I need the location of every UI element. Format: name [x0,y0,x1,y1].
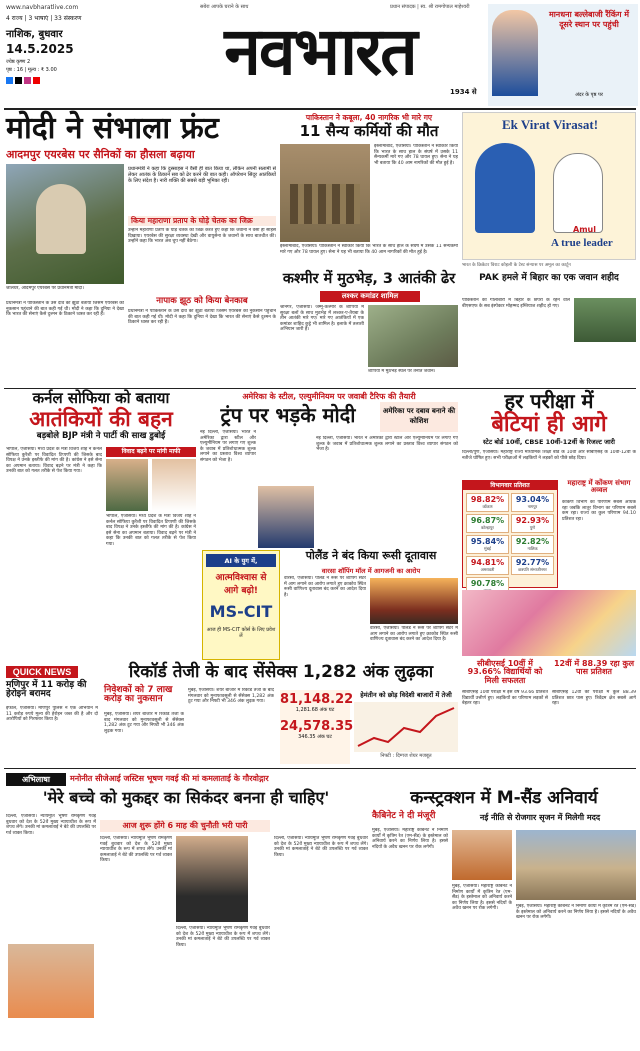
lead-box-body: उन्होंने महाराणा प्रताप के घोड़े चेतक का जिक्र करते हुए कहा कि जवानों ने वैसा ही साहस दिखाया। एयरबेस की सुरक्षा व्यवस्था देखी और वायुसेना के जवानों के साथ बातचीत की। उन्होंने कहा कि भारत अब चुप नहीं बैठेगा। [128,228,276,245]
facebook-icon[interactable] [6,77,13,84]
mscit-ad-brand: MS-CIT [209,602,273,621]
sofia-photo-minister [152,459,196,511]
exam-stat-label: पुणे [529,525,536,530]
kashmir-caption: शोपियां में मुठभेड़ स्थल पर तैनात जवान। [368,369,436,374]
exam-stat-cell [466,514,509,533]
kashmir-kicker: लश्कर कमांडर शामिल [320,291,420,302]
exam-intro: दिल्ली/पुणे, एजेंसियां। महाराष्ट्र राज्य माध्यमिक शिक्षा बोर्ड के 10वीं और सीबीएसई के 10वीं-12वीं के नतीजे घोषित हुए। सभी परीक्षाओं में लड़कियों ने लड़कों को पीछे छोड़ दिया। [462,450,636,461]
cartoon-credit: भारत के क्रिकेटर विराट कोहली के टेस्ट संन्यास पर अमूल का कार्टून [462,263,571,268]
sofia-box-head: विवाद बढ़ने पर मांगी माफी [106,447,196,457]
lead-photo-caption: जालंधर, आदमपुर एयरबेस पर प्रधानमंत्री मोदी। [6,286,84,291]
sensex-subhead: निवेशकों को 7 लाख करोड़ का नुकसान [104,685,173,705]
tagline: सबेरा आपके घराने के साथ [200,4,249,10]
mscit-ad[interactable] [202,550,280,660]
cbse10-body: सीबीएसई 10वीं परीक्षा में इस वर्ष 93.66 प्रतिशत विद्यार्थी उत्तीर्ण हुए। लड़कियों का परिणाम लड़कों से बेहतर रहा। [462,690,548,707]
sofia-headline-2[interactable]: आतंकियों की बहन [29,407,173,431]
sensex-chart-graphic [354,702,458,752]
mscit-ad-line-2: आत्मविश्वास से [215,573,267,583]
sensex-change: 1,281.68 अंक घट [295,707,335,713]
promo-headline: मानधना बल्लेबाजी रैंकिंग में दूसरे स्थान पर पहुंची [548,10,630,29]
newspaper-logo[interactable]: नवभारत [224,12,416,90]
exam-stat-value: 95.84% [470,537,505,546]
exam-stat-value: 96.87% [470,516,505,525]
exam-stat-label: नाशिक [527,546,538,551]
exam-stat-value: 90.78% [470,579,505,588]
cartoon-tagline: A true leader [551,237,613,249]
exam-stat-label: कोंकण [482,504,493,509]
poland-body: वारसा, एजेंसियां। पोलैंड ने रूस पर शॉपिंग सेंटर में आग लगाने का आरोप लगाते हुए क्राकोव स्थित रूसी वाणिज्य दूतावास बंद करने का आदेश दिया है। [284,576,366,598]
poland-headline[interactable]: पोलैंड ने बंद किया रूसी दूतावास [305,549,437,562]
exam-students-photo [462,590,636,656]
msand-subhead: कैबिनेट ने दी मंजूरी [372,811,436,821]
msand-headline[interactable]: कन्स्ट्रक्शन में M-सैंड अनिवार्य [410,788,598,808]
exam-subhead: स्टेट बोर्ड 10वीं, CBSE 10वीं-12वीं के रिजल्ट जारी [483,438,615,446]
social-icons [6,77,126,84]
lead-headline[interactable]: मोदी ने संभाला फ्रंट [6,111,219,146]
youtube-icon[interactable] [33,77,40,84]
exam-stat-cell [466,556,509,575]
exam-stat-value: 94.81% [470,558,505,567]
msand-box-head: नई नीति से रोजगार सृजन में मिलेगी मदद [479,813,601,822]
cartoon-figure-right [553,153,603,233]
exam-stat-cell [511,535,554,554]
sensex-trend-graphic [354,702,458,752]
quick-news-body: इंफाल, एजेंसियां। मणिपुर पुलिस ने एक अभियान में 11 करोड़ रुपये मूल्य की हेरोइन जब्त की है और दो आरोपियों को गिरफ्तार किया है। [6,706,98,723]
trend-line [358,708,454,746]
msand-body: मुंबई, एजेंसियां। महाराष्ट्र कैबिनेट ने निर्माण कार्यों में कृत्रिम रेत (एम-सैंड) के इस्तेमाल को अनिवार्य करने का निर्णय लिया है। इससे नदियों के अवैध खनन पर रोक लगेगी। [372,828,448,850]
poland-kicker: वारसा शॉपिंग मॉल में आगजनी का आरोप [321,567,421,575]
sofia-headline-1[interactable]: कर्नल सोफिया को बताया [32,389,170,407]
cartoon-figure-left [475,143,535,233]
sensex-value: 81,148.22 [280,692,354,707]
judge-photo [176,836,248,922]
soldiers-body: इस्लामाबाद, एजेंसियां। पाकिस्तान ने स्वीकार किया कि भारत के साथ हाल के संघर्ष में उसके 11 सैन्यकर्मी मारे गए और 78 घायल हुए। सेना ने यह भी बताया कि 40 आम नागरिकों की मौत हुई है। [280,244,458,255]
exam-stat-value: 98.82% [470,495,505,504]
exam-stat-label: नागपुर [527,504,538,509]
trump-body: नई दिल्ली, एजेंसियां। भारत ने अमेरिका द्वारा स्टील और एल्युमीनियम पर लगाए गए शुल्क के जवाब में प्रतिशोधात्मक शुल्क लगाने का प्रस्ताव विश्व व्यापार संगठन को भेजा है। [200,430,256,463]
x-icon[interactable] [15,77,22,84]
exam-stats-box [462,480,558,588]
kashmir-body: श्रीनगर, एजेंसियां। जम्मू-कश्मीर के शोपियां में सुरक्षा बलों के साथ मुठभेड़ में लश्कर-ए-तैयबा के तीन आतंकी मारे गए। मारे गए आतंकियों में एक कमांडर शाहिद कुट्टे भी शामिल है। इलाके में तलाशी अभियान जारी है। [280,305,364,333]
cbse10-head: सीबीएसई 10वीं में 93.66% विद्यार्थियों को मिली सफलता [467,659,543,685]
sensex-index-box [280,690,354,764]
masthead-left [6,4,126,94]
quick-news-label: QUICK NEWS [6,666,78,678]
site-url[interactable]: www.navbharatlive.com [6,4,79,11]
soldiers-headline[interactable]: 11 सैन्य कर्मियों की मौत [299,122,439,140]
soldiers-body-right: इस्लामाबाद, एजेंसियां। पाकिस्तान ने स्वीकार किया कि भारत के साथ हाल के संघर्ष में उसके 11 सैन्यकर्मी मारे गए और 78 घायल हुए। सेना ने यह भी बताया कि 40 आम नागरिकों की मौत हुई है। [374,144,458,166]
exam-stats-grid [463,490,557,599]
judge-body-3: दिल्ली, एजेंसियां। न्यायमूर्ति भूषण रामकृष्ण गवई बुधवार को देश के 52वें मुख्य न्यायाधीश के रूप में शपथ लेंगे। उनकी मां कमलाताई ने बेटे की उपलब्धि पर गर्व व्यक्त किया। [176,926,270,948]
exam-stat-cell [511,556,554,575]
cbse12-body: सीबीएसई 12वीं की परीक्षा में कुल 88.39 प्रतिशत छात्र पास हुए। त्रिवेंद्रम क्षेत्र सबसे आगे रहा। [552,690,636,707]
issue-date: 14.5.2025 [6,42,74,56]
judge-kicker: मनोनीत सीजेआई जस्टिस भूषण गवई की मां कमलाताई के गौरवोद्गार [70,774,269,783]
exam-stat-cell [511,514,554,533]
sofia-subhead: बड़बोले BJP मंत्री ने पार्टी की साख डुबोई [36,431,166,441]
sensex-fii-note: निफ्टी : दिग्गज शेयर मजबूत [380,753,432,759]
exam-headline-2[interactable]: बेटियां ही आगे [491,412,607,437]
judge-label: अभिलाषा [6,773,66,786]
exam-stat-value: 92.93% [515,516,550,525]
judge-body: दिल्ली, एजेंसियां। न्यायमूर्ति भूषण रामकृष्ण गवई बुधवार को देश के 52वें मुख्य न्यायाधीश के रूप में शपथ लेंगे। उनकी मां कमलाताई ने बेटे की उपलब्धि पर गर्व व्यक्त किया। [6,814,96,836]
cbse12-head: 12वीं में 88.39 रहा कुल पास प्रतिशत [553,659,635,677]
msand-body-2: मुंबई, एजेंसियां। महाराष्ट्र कैबिनेट ने निर्माण कार्यों में कृत्रिम रेत (एम-सैंड) के इस्तेमाल को अनिवार्य करने का निर्णय लिया है। इससे नदियों के अवैध खनन पर रोक लगेगी। [452,884,512,912]
mscit-ad-cta: आज ही MS-CIT कोर्स के लिए प्रवेश लें [206,627,276,639]
trump-body-right: नई दिल्ली, एजेंसियां। भारत ने अमेरिका द्वारा स्टील और एल्युमीनियम पर लगाए गए शुल्क के जवाब में प्रतिशोधात्मक शुल्क लगाने का प्रस्ताव विश्व व्यापार संगठन को भेजा है। [316,436,458,453]
exam-stat-cell [466,535,509,554]
cartoon-title: Ek Virat Virasat! [501,117,599,132]
since-year: 1934 से [450,88,477,96]
exam-stat-value: 93.04% [515,495,550,504]
page-price: पृष्ठ : 16 | मूल्य : ₹ 3.00 [6,67,57,73]
edition-info: 4 राज्य | 3 भाषाएं | 33 संस्करण [6,15,82,22]
amul-cartoon[interactable] [462,112,636,260]
kashmir-photo [368,305,458,367]
lead-quote: प्रधानमंत्री ने कहा कि दुस्साहस ने वैसी ही बात किया था, लेकिन अपनी सलामी से लेकर आतंक के ठिकाने सब को ढेर करने की बात कही। ऑपरेशन सिंदूर आतंकियों के लिए संदेश है। नारी शक्ति की सबसे बड़ी भूमिका रही। [128,166,276,184]
masthead-rule [4,108,636,110]
trump-kicker: अमेरिका के स्टील, एल्युमीनियम पर जवाबी टैरिफ की तैयारी [242,392,416,401]
lead-photo [6,164,124,284]
lead-box-head: किया महाराणा प्रताप के घोड़े चेतक का जिक्र [128,216,276,226]
promo-player-photo [492,10,538,96]
city-day: नाशिक, बुधवार [6,29,63,40]
exam-stat-cell [511,493,554,512]
exam-side-body: कोंकण विभाग का परिणाम सबसे अधिक रहा जबकि लातूर विभाग का परिणाम सबसे कम रहा। राज्य का कुल परिणाम 94.10 प्रतिशत रहा। [562,500,636,522]
nifty-change: 346.35 अंक घट [298,734,332,740]
exam-stats-head: विभागवार प्रतिशत [463,481,557,490]
exam-stat-label: मुंबई [484,546,491,551]
hindu-date: ज्येष्ठ कृष्ण 2 [6,59,31,65]
exam-stat-value: 92.77% [515,558,550,567]
msand-body-3: मुंबई, एजेंसियां। महाराष्ट्र कैबिनेट ने निर्माण कार्यों में कृत्रिम रेत (एम-सैंड) के इस्तेमाल को अनिवार्य करने का निर्णय लिया है। इससे नदियों के अवैध खनन पर रोक लगेगी। [516,904,636,921]
judge-box-head: आज शुरू होंगे 6 माह की चुनौती भरी पारी [100,820,270,832]
trump-side-head: अमेरिका पर दबाव बनाने की कोशिश [380,402,458,432]
trump-headline[interactable]: ट्रंप पर भड़के मोदी [220,403,356,427]
lead-subsection-head: नापाक झूठ को किया बेनकाब [156,296,248,306]
mscit-ad-line-3: आगे बढ़ो! [223,586,259,596]
sensex-headline[interactable]: रिकॉर्ड तेजी के बाद सेंसेक्स 1,282 अंक लुढ़का [128,662,434,682]
pak-side-headline[interactable]: PAK हमले में बिहार का एक जवान शहीद [479,273,619,283]
sofia-body-right: भोपाल, एजेंसियां। मध्य प्रदेश के मंत्री विजय शाह ने कर्नल सोफिया कुरैशी पर विवादित टिप्पणी की जिसके बाद विपक्ष ने उनके इस्तीफे की मांग की है। कांग्रेस ने इसे सेना का अपमान बताया। विवाद बढ़ने पर मंत्री ने कहा कि उनकी बात को गलत तरीके से पेश किया गया। [106,514,196,547]
exam-side-head: महाराष्ट्र में कोंकण संभाग अव्वल [567,479,631,495]
sofia-body: भोपाल, एजेंसियां। मध्य प्रदेश के मंत्री विजय शाह ने कर्नल सोफिया कुरैशी पर विवादित टिप्पणी की जिसके बाद विपक्ष ने उनके इस्तीफे की मांग की है। कांग्रेस ने इसे सेना का अपमान बताया। विवाद बढ़ने पर मंत्री ने कहा कि उनकी बात को गलत तरीके से पेश किया गया। [6,447,102,475]
promo-link[interactable]: अंदर के पृष्ठ पर [575,92,603,98]
lead-subhead: आदमपुर एयरबेस पर सैनिकों का हौसला बढ़ाया [6,148,195,161]
promo-box[interactable] [488,4,638,106]
poland-body-right: वारसा, एजेंसियां। पोलैंड ने रूस पर शॉपिंग सेंटर में आग लगाने का आरोप लगाते हुए क्राकोव स्थित रूसी वाणिज्य दूतावास बंद करने का आदेश दिया है। [370,626,458,643]
msand-minister-photo [452,830,512,880]
exam-stat-label: अमरावती [480,567,495,572]
instagram-icon[interactable] [24,77,31,84]
pak-side-photo [574,298,636,342]
cartoon-brand: Amul [573,225,596,234]
lead-subsection-body: प्रधानमंत्री ने पाकिस्तान के उस दावे को झूठा बताया जिसमें एयरबेस को नुकसान पहुंचाने की बात कही गई थी। मोदी ने कहा कि दुनिया ने देखा कि भारत की सेनाएं कैसे दुश्मन के ठिकाने ध्वस्त कर रही हैं। [128,309,276,326]
sensex-body: मुंबई, एजेंसियां। शेयर बाजार में रिकॉर्ड तेजी के बाद मंगलवार को मुनाफावसूली से सेंसेक्स 1,282 अंक टूट गया और निफ्टी भी 346 अंक लुढ़क गया। [104,712,184,734]
mscit-ad-line-1: AI के युग में, [206,554,276,567]
exam-stat-cell [466,493,509,512]
judge-body-4: दिल्ली, एजेंसियां। न्यायमूर्ति भूषण रामकृष्ण गवई बुधवार को देश के 52वें मुख्य न्यायाधीश के रूप में शपथ लेंगे। उनकी मां कमलाताई ने बेटे की उपलब्धि पर गर्व व्यक्त किया। [274,836,368,858]
pak-side-body: पाकिस्तान की गोलाबारी में बिहार के छपरा के रहने वाले बीएसएफ के सब इंस्पेक्टर मोहम्मद इम्तियाज शहीद हो गए। [462,298,570,309]
soldiers-photo [280,144,370,242]
nifty-value: 24,578.35 [280,719,354,734]
sofia-photo-colonel [106,459,148,511]
exam-stat-value: 92.82% [515,537,550,546]
sensex-body-2: मुंबई, एजेंसियां। शेयर बाजार में रिकॉर्ड तेजी के बाद मंगलवार को मुनाफावसूली से सेंसेक्स 1,282 अंक टूट गया और निफ्टी भी 346 अंक लुढ़क गया। [188,688,274,705]
kashmir-headline[interactable]: कश्मीर में मुठभेड़, 3 आतंकी ढेर [282,271,456,287]
sensex-fii-head: हेमंतीन को छोड़ विदेशी बाजारों में तेजी [360,691,452,699]
soldiers-row [290,184,360,224]
judge-mother-photo [8,944,94,1018]
soldiers-kicker: पाकिस्तान ने कबूला, 40 नागरिक भी मारे गए [305,113,433,122]
pm-figure [36,184,86,254]
lead-body-col1: प्रधानमंत्री ने पाकिस्तान के उस दावे को झूठा बताया जिसमें एयरबेस को नुकसान पहुंचाने की बात कही गई थी। मोदी ने कहा कि दुनिया ने देखा कि भारत की सेनाएं कैसे दुश्मन के ठिकाने ध्वस्त कर रही हैं। [6,301,124,318]
exam-stat-label: छत्रपति संभाजीनगर [518,567,547,572]
judge-headline[interactable]: 'मेरे बच्चे को मुकद्दर का सिकंदर बनना ही चाहिए' [42,788,330,807]
quick-news-headline[interactable]: मणिपुर में 11 करोड़ की हेरोइन बरामद [6,680,87,700]
judge-body-2: दिल्ली, एजेंसियां। न्यायमूर्ति भूषण रामकृष्ण गवई बुधवार को देश के 52वें मुख्य न्यायाधीश के रूप में शपथ लेंगे। उनकी मां कमलाताई ने बेटे की उपलब्धि पर गर्व व्यक्त किया। [100,836,172,864]
editor-line: प्रधान संपादक | स्व. श्री रामगोपाल माहेश्वरी [390,4,470,10]
poland-fire-photo [370,578,458,624]
trump-photo [258,486,314,548]
exam-headline-1[interactable]: हर परीक्षा में [504,389,594,413]
exam-stat-label: कोल्हापुर [481,525,494,530]
msand-construction-photo [516,830,636,900]
section-rule-2 [4,768,636,769]
